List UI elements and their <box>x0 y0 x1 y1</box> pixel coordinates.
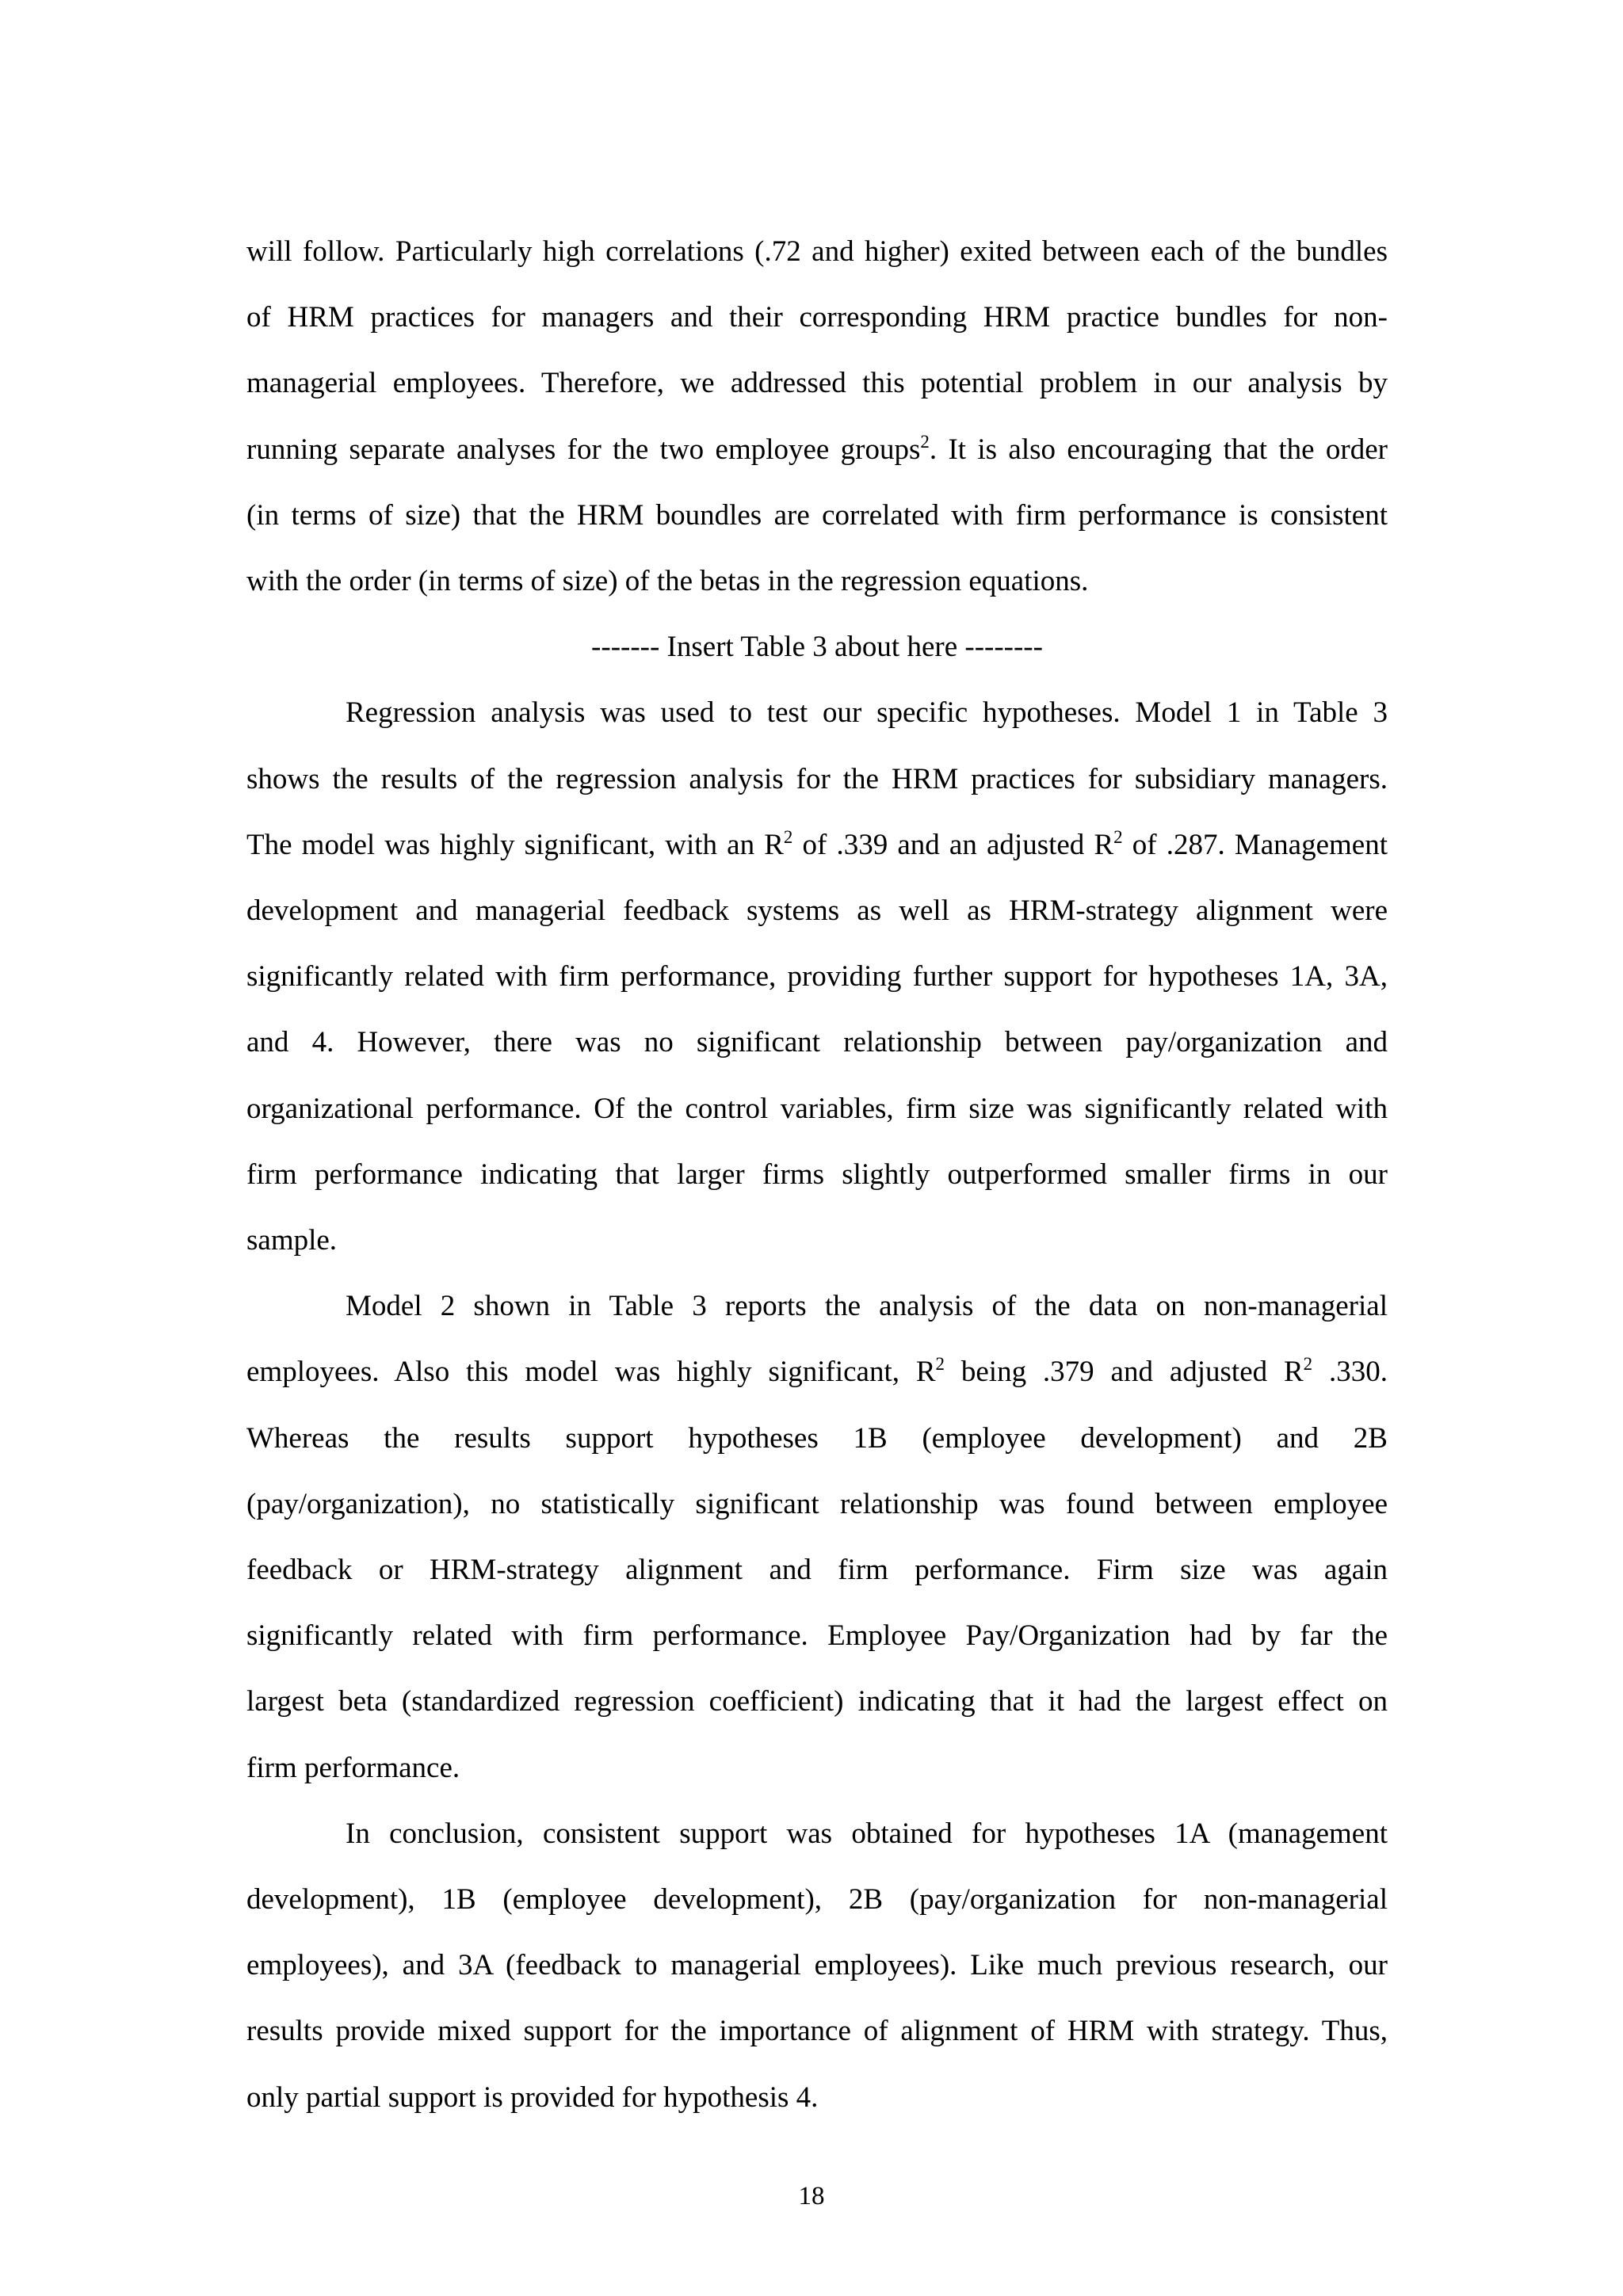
text-line: significantly related with firm performance, providing further support for hypotheses 1A, 3A, <box>246 960 1388 994</box>
text-line <box>246 1339 1388 1405</box>
text-segment: . It is also encouraging that the order <box>929 433 1388 466</box>
text-line: of HRM practices for managers and their corresponding HRM practice bundles for non- <box>246 301 1388 334</box>
text-segment: being .379 and adjusted R <box>945 1356 1304 1389</box>
text-line: managerial employees. Therefore, we addressed this potential problem in our analysis by <box>246 367 1388 400</box>
text-line: (in terms of size) that the HRM boundles are correlated with firm performance is consistent <box>246 498 1388 532</box>
paragraph-regression-model-2 <box>246 1273 1388 1801</box>
text-segment: employees. Also this model was highly significant, R <box>246 1356 936 1389</box>
text-segment: of .339 and an adjusted R <box>792 828 1114 861</box>
text-line: development), 1B (employee development), 2B (pay/organization for non-managerial <box>246 1883 1388 1917</box>
text-line: Model 2 shown in Table 3 reports the analysis of the data on non-managerial <box>346 1290 1388 1323</box>
text-line: firm performance indicating that larger firms slightly outperformed smaller firms in our <box>246 1158 1388 1191</box>
text-line: Whereas the results support hypotheses 1B (employee development) and 2B <box>246 1421 1388 1455</box>
text-line: with the order (in terms of size) of the betas in the regression equations. <box>246 565 1089 598</box>
superscript: 2 <box>1113 826 1123 847</box>
text-line: employees), and 3A (feedback to managerial employees). Like much previous research, our <box>246 1949 1388 1982</box>
superscript: 2 <box>783 826 793 847</box>
text-line: feedback or HRM-strategy alignment and firm performance. Firm size was again <box>246 1554 1388 1587</box>
superscript: 2 <box>1303 1354 1313 1375</box>
text-line: Regression analysis was used to test our specific hypotheses. Model 1 in Table 3 <box>346 696 1388 730</box>
paragraph-continuation <box>246 219 1388 614</box>
text-line: organizational performance. Of the control variables, firm size was significantly related with <box>246 1092 1388 1125</box>
text-line: sample. <box>246 1224 338 1257</box>
text-line: significantly related with firm performance. Employee Pay/Organization had by far the <box>246 1619 1388 1653</box>
body-text <box>246 219 1388 2130</box>
text-line: results provide mixed support for the importance of alignment of HRM with strategy. Thus, <box>246 2015 1388 2048</box>
footnote-marker: 2 <box>920 431 930 452</box>
text-line: firm performance. <box>246 1751 460 1784</box>
text-line: shows the results of the regression analysis for the HRM practices for subsidiary managers. <box>246 762 1388 795</box>
text-line: development and managerial feedback systems as well as HRM-strategy alignment were <box>246 894 1388 928</box>
text-segment: of .287. Management <box>1122 828 1388 861</box>
text-segment: running separate analyses for the two employee groups <box>246 433 921 466</box>
text-segment: .330. <box>1312 1356 1388 1389</box>
insert-table-note: ------- Insert Table 3 about here -------- <box>591 631 1043 664</box>
text-line: and 4. However, there was no significant relationship between pay/organization and <box>246 1026 1388 1059</box>
paragraph-regression-model-1 <box>246 680 1388 1273</box>
text-line: (pay/organization), no statistically significant relationship was found between employee <box>246 1487 1388 1520</box>
text-line: largest beta (standardized regression coefficient) indicating that it had the largest effect on <box>246 1685 1388 1718</box>
superscript: 2 <box>935 1354 945 1375</box>
paragraph-conclusion <box>246 1801 1388 2130</box>
text-line: will follow. Particularly high correlations (.72 and higher) exited between each of the bundles <box>246 235 1388 268</box>
text-segment: The model was highly significant, with an R <box>246 828 784 861</box>
text-line: In conclusion, consistent support was obtained for hypotheses 1A (management <box>346 1817 1388 1850</box>
text-line <box>246 417 1388 482</box>
text-line <box>246 812 1388 878</box>
text-line: only partial support is provided for hypothesis 4. <box>246 2081 819 2114</box>
page-number: 18 <box>798 2182 825 2210</box>
